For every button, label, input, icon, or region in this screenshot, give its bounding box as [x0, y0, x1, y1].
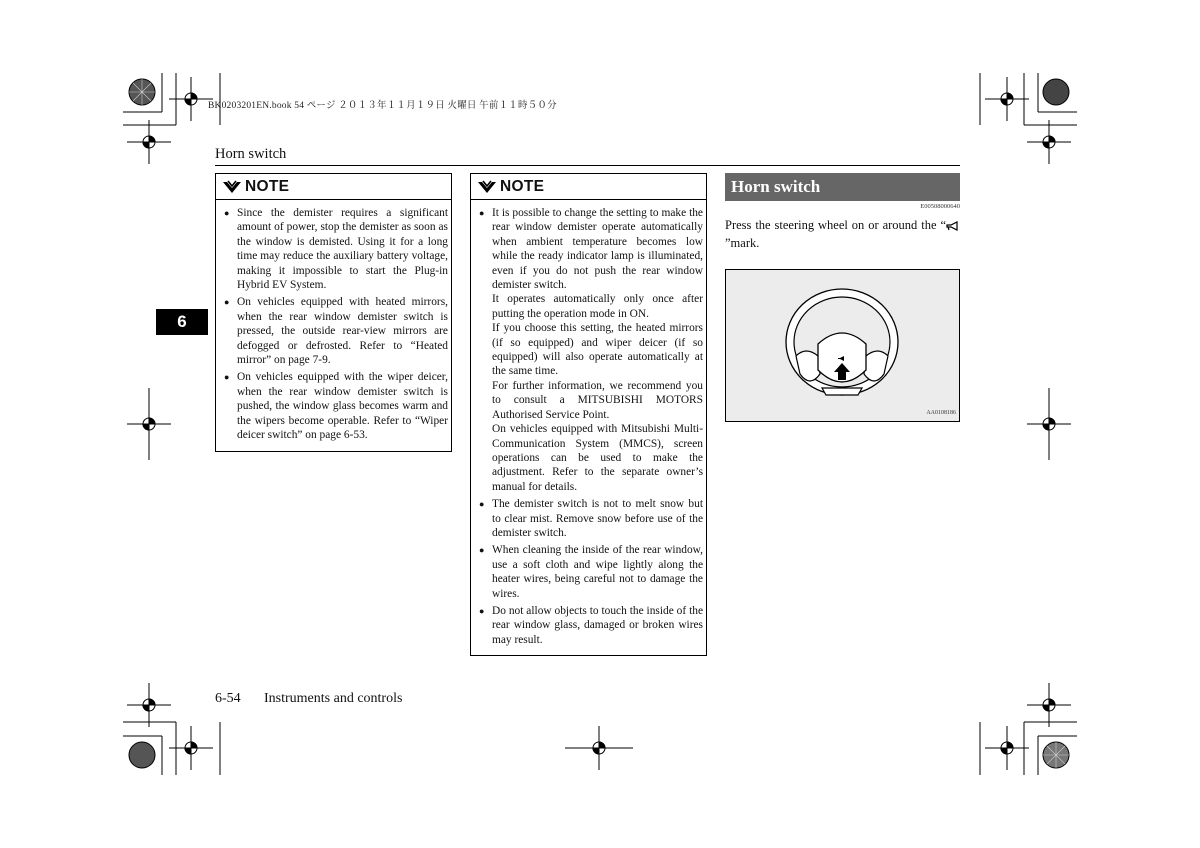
body-text-before: Press the steering wheel on or around the “: [725, 218, 946, 232]
chapter-tab: 6: [156, 309, 208, 335]
note-item: ● Since the demister requires a significant amount of power, stop the demister as soon as the window is demisted. Using it for a long time may reduce the auxiliary battery voltage, making it impossible to start the Plug-in Hybrid EV System.: [237, 206, 448, 292]
note-item: ● The demister switch is not to melt snow but to clear mist. Remove snow before use of the demister switch.: [492, 497, 703, 540]
header-rule: [215, 165, 960, 166]
note-paragraph: On vehicles equipped with Mitsubishi Multi-Communication System (MMCS), screen operations can be used to make the adjustment. Refer to the separate owner’s manual for details.: [492, 423, 703, 493]
figure-code: AA0108186: [926, 410, 956, 416]
note-hand-icon: [477, 179, 497, 195]
running-head: Horn switch: [215, 146, 287, 162]
footer-title: Instruments and controls: [264, 691, 403, 706]
section-code: E00508000640: [920, 203, 960, 210]
note-header: [471, 174, 706, 200]
note-title: NOTE: [245, 177, 290, 195]
note-item: ● On vehicles equipped with the wiper deicer, when the rear window demister switch is pushed, the window glass becomes warm and the wipers become operable. Refer to “Wiper deicer switch” on page 6-53.: [237, 370, 448, 442]
note-list: [216, 200, 451, 451]
note-paragraph: ● It is possible to change the setting to make the rear window demister operate automatically when ambient temperature becomes low while the ready indicator lamp is illuminated, even if you do not push the rear window demister switch.: [492, 207, 703, 292]
note-item: [492, 206, 703, 494]
note-paragraph: For further information, we recommend you to consult a MITSUBISHI MOTORS Authorised Service Point.: [492, 379, 703, 421]
note-box-right: [470, 173, 707, 656]
note-item: ● Do not allow objects to touch the inside of the rear window glass, damaged or broken wires may result.: [492, 604, 703, 647]
steering-wheel-figure: [725, 269, 960, 422]
note-paragraph: If you choose this setting, the heated mirrors (if so equipped) and wiper deicer (if so equipped) will also operate automatically at the same time.: [492, 322, 703, 378]
section-body: [725, 216, 960, 252]
body-text-after: ”mark.: [725, 236, 760, 250]
note-item: ● On vehicles equipped with heated mirrors, when the rear window demister switch is pressed, the outside rear-view mirrors are defogged or defrosted. Refer to “Heated mirror” on page 7-9.: [237, 295, 448, 367]
note-box-left: [215, 173, 452, 452]
section-title: Horn switch: [725, 173, 960, 201]
horn-icon: [946, 221, 960, 231]
note-item: ● When cleaning the inside of the rear window, use a soft cloth and wipe lightly along the heater wires, being careful not to damage the wires.: [492, 543, 703, 601]
note-title: NOTE: [500, 177, 545, 195]
note-list: [471, 200, 706, 655]
page-number: 6-54: [215, 691, 241, 706]
note-header: [216, 174, 451, 200]
file-header: BK0203201EN.book 54 ページ ２０１３年１１月１９日 火曜日 午前１１時５０分: [208, 101, 557, 111]
note-paragraph: It operates automatically only once after putting the operation mode in ON.: [492, 293, 703, 320]
steering-wheel-illustration: [726, 270, 959, 421]
note-hand-icon: [222, 179, 242, 195]
